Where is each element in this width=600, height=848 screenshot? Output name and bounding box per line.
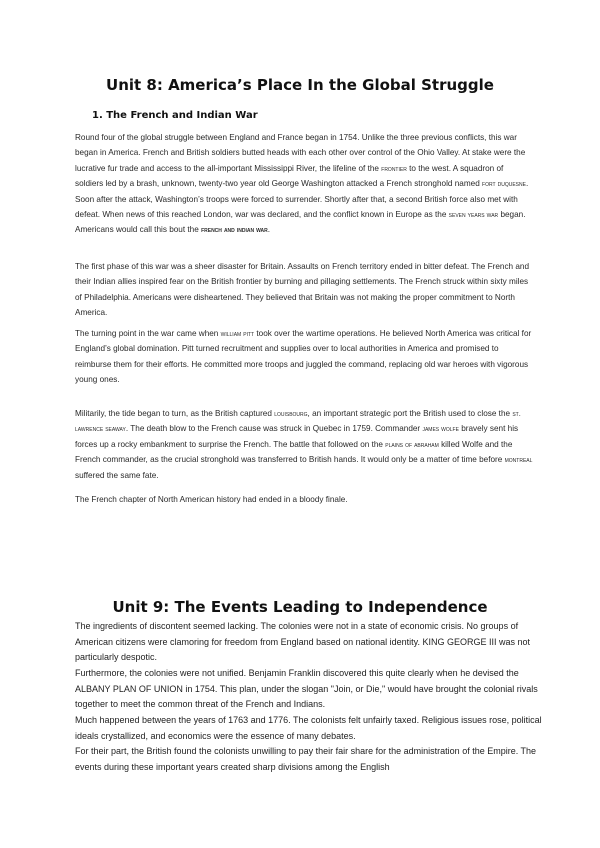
unit-9-paragraph: Much happened between the years of 1763 and 1776. The colonists felt unfairly taxed. Religious issues rose, political ideals crystallized, and economics were the essence of many debates.	[75, 715, 542, 741]
text-run: suffered the same fate.	[75, 470, 159, 480]
unit-8-title: Unit 8: America’s Place In the Global Struggle	[106, 76, 494, 94]
text-run: began. Americans would call this bout the	[75, 210, 526, 235]
text-run: took over the wartime operations. He believed North America was critical for England’s global domination. Pitt turned recruitment and supplies over to local authorities in America and promised to reimburse them for their efforts. He committed more troops and juggled the command, replacing old war heroes with vigorous young ones.	[75, 329, 532, 385]
term-highlight: fort duquesne	[482, 179, 526, 189]
term-highlight: plains of abraham	[385, 439, 439, 449]
unit-9-title: Unit 9: The Events Leading to Independence	[112, 598, 488, 616]
unit-9-paragraph: Furthermore, the colonies were not unified. Benjamin Franklin discovered this quite clearly when he devised the ALBANY PLAN OF UNION in 1754. This plan, under the slogan "Join, or Die," would have brought the colonial rivals together to meet the common threat of the French and Indians.	[75, 668, 538, 710]
text-run: The French chapter of North American history had ended in a bloody finale.	[75, 495, 348, 504]
term-highlight: montreal	[504, 455, 533, 465]
term-highlight: james wolfe	[422, 424, 459, 434]
term-highlight: william pitt	[220, 329, 255, 338]
unit-9-paragraph: For their part, the British found the colonists unwilling to pay their fair share for the administration of the Empire. The events during these important years created sharp divisions among the English	[75, 746, 537, 772]
text-run: bravely sent his forces up a rocky embankment to surprise the French. The battle that followed on the	[75, 424, 519, 449]
text-run: . Soon after the attack, Washington’s troops were forced to surrender. Shortly after that, a second British force also met with defeat. When news of this reached London, war was declared, and the conflict known in Europe as the	[75, 179, 529, 220]
text-run: Round four of the global struggle between England and France began in 1754. Unlike the three previous conflicts, this war began in America. French and British soldiers butted heads with each other over control of the Ohio Valley. At stake were the lucrative fur trade and access to the all-important Mississippi River, the lifeline of the	[75, 133, 526, 173]
text-run: Militarily, the tide began to turn, as the British captured	[75, 409, 275, 418]
term-highlight: french and indian war	[201, 225, 268, 235]
term-highlight: st. lawrence seaway	[75, 409, 521, 434]
text-run: , an important strategic port the British used to close the	[307, 409, 513, 418]
unit-8-paragraph	[75, 326, 533, 388]
text-run: The first phase of this war was a sheer disaster for Britain. Assaults on French territory ended in bitter defeat. The French and their Indian allies inspired fear on the British frontier by burning and pillaging settlements. The French struck within sixty miles of Philadelphia. Americans were disheartened. They believed that Britain was not making the proper commitment to North America.	[75, 262, 530, 318]
text-run: The turning point in the war came when	[75, 329, 221, 338]
term-highlight: seven years war	[448, 210, 499, 220]
term-highlight: frontier	[381, 163, 407, 173]
section-heading: 1. The French and Indian War	[92, 110, 258, 121]
term-highlight: louisbourg	[274, 409, 308, 418]
unit-8-paragraph	[75, 492, 533, 507]
unit-8-paragraph	[75, 130, 533, 238]
text-run: to the west. A squadron of soldiers led by a brash, unknown, twenty-two year old George Washington attacked a French stronghold named	[75, 163, 504, 189]
unit-8-paragraph	[75, 259, 533, 321]
text-run: .	[267, 225, 271, 235]
unit-8-paragraph	[75, 406, 533, 483]
unit-9-paragraph: The ingredients of discontent seemed lacking. The colonies were not in a state of economic crisis. No groups of American citizens were clamoring for freedom from England based on national identity. KING GEORGE III was not particularly despotic.	[75, 621, 531, 663]
text-run: . The death blow to the French cause was struck in Quebec in 1759. Commander	[125, 424, 423, 434]
text-run: killed Wolfe and the French commander, as the crucial stronghold was transferred to British hands. It would only be a matter of time before	[75, 439, 513, 465]
